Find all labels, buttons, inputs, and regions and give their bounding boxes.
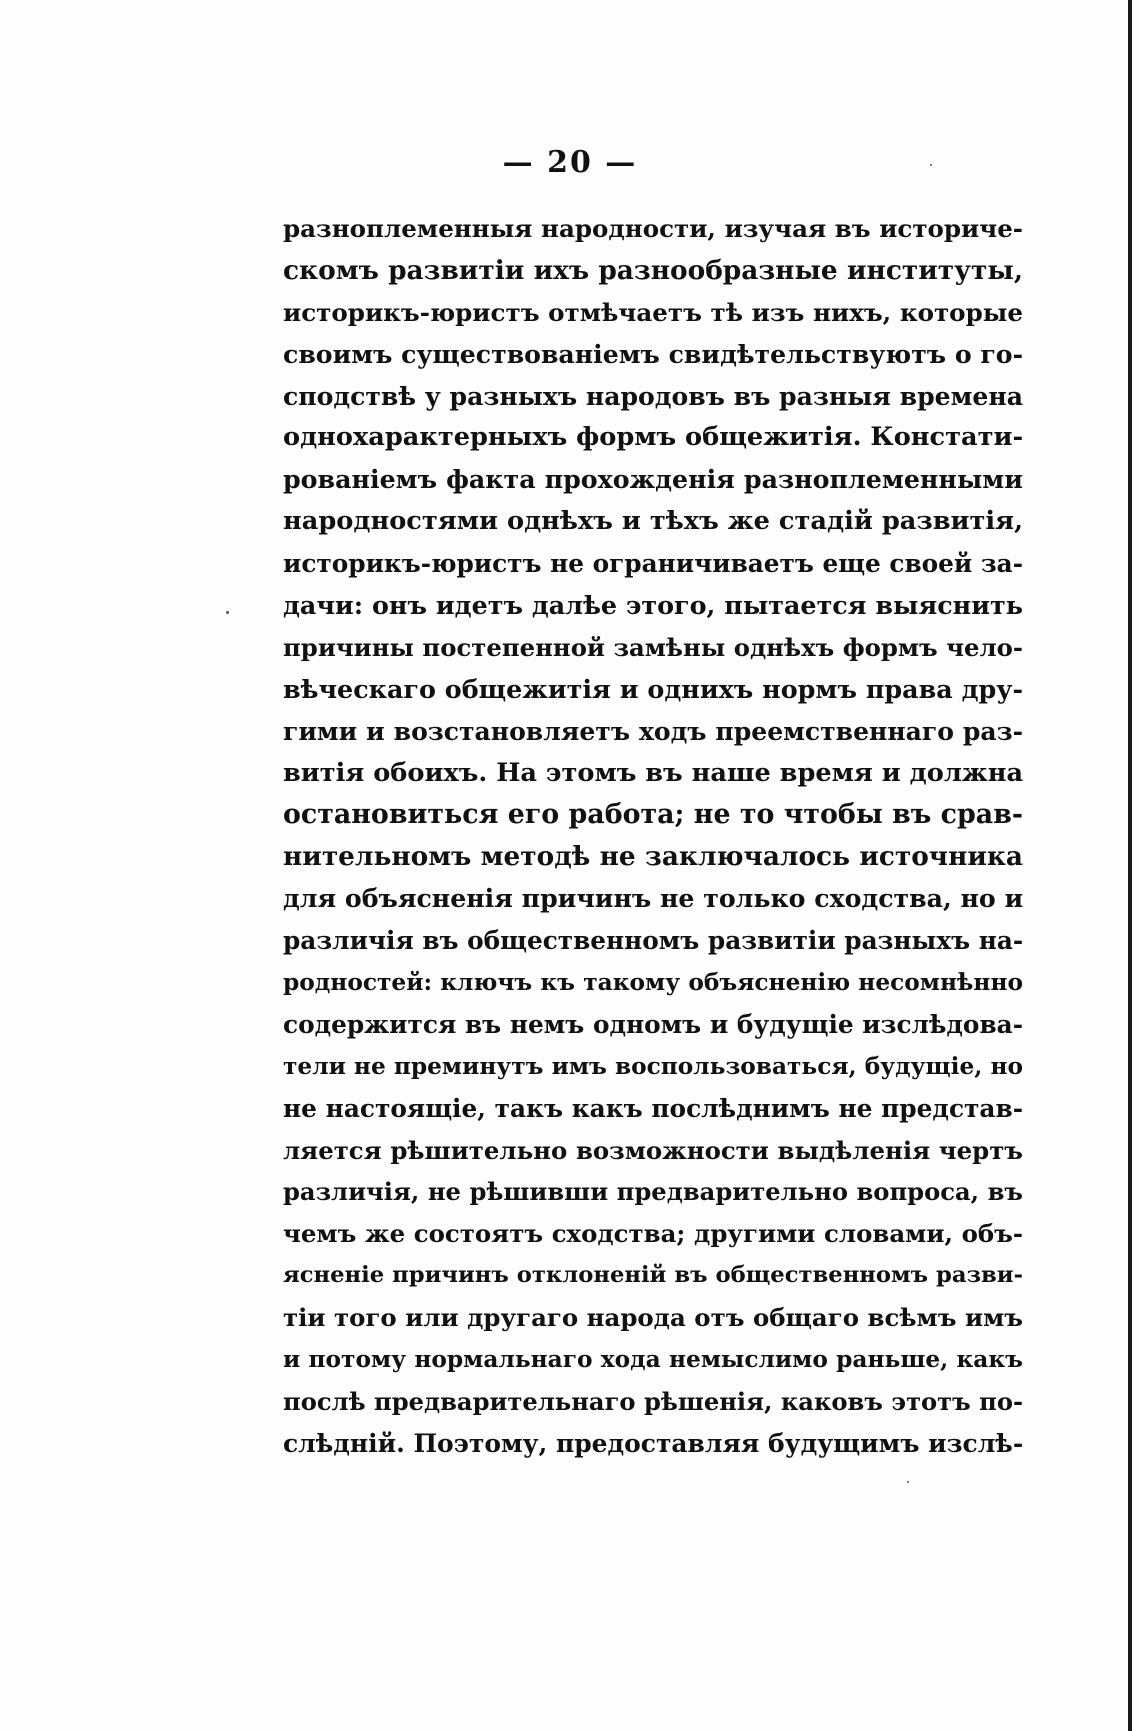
text-line: ясненіе причинъ отклоненій въ общественномъ разви- <box>283 1262 1023 1289</box>
text-line: своимъ существованіемъ свидѣтельствуютъ о го- <box>283 338 1023 369</box>
text-line: сподствѣ у разныхъ народовъ въ разныя времена <box>283 380 1023 411</box>
text-line: скомъ развитіи ихъ разнообразные институты, <box>283 254 1023 286</box>
text-line: причины постепенной замѣны однѣхъ формъ чело- <box>283 632 1023 662</box>
text-line: тели не преминутъ имъ воспользоваться, будущіе, но <box>283 1052 1023 1080</box>
scan-speck <box>930 164 932 166</box>
text-line: нительномъ методѣ не заключалось источника <box>283 841 1023 873</box>
text-line: народностями однѣхъ и тѣхъ же стадій развитія, <box>283 506 1023 537</box>
text-line: разноплеменныя народности, изучая въ историче- <box>283 214 1023 243</box>
text-line: историкъ-юристъ не ограничиваетъ еще своей за- <box>283 549 1023 579</box>
text-line: родностей: ключъ къ такому объясненію несомнѣнно <box>283 969 1023 997</box>
scan-speck <box>907 1481 909 1483</box>
scan-speck <box>226 611 229 614</box>
text-line: послѣ предварительнаго рѣшенія, каковъ этотъ по- <box>283 1386 1023 1416</box>
text-line: для объясненія причинъ не только сходства, но и <box>283 883 1023 914</box>
body-text <box>283 208 1023 1465</box>
text-line: дачи: онъ идетъ далѣе этого, пытается выяснить <box>283 590 1023 621</box>
text-line: ляется рѣшительно возможности выдѣленія чертъ <box>283 1135 1023 1165</box>
text-line: содержится въ немъ одномъ и будущіе изслѣдова- <box>283 1009 1023 1039</box>
page-edge-border <box>1128 0 1132 1731</box>
text-line: различія въ общественномъ развитіи разныхъ на- <box>283 926 1023 956</box>
text-line: гими и возстановляетъ ходъ преемственнаго раз- <box>283 715 1023 746</box>
text-line: не настоящіе, такъ какъ послѣднимъ не представ- <box>283 1093 1023 1123</box>
text-line: историкъ-юристъ отмѣчаетъ тѣ изъ нихъ, которые <box>283 297 1023 327</box>
page-number: — 20 — <box>502 145 638 180</box>
text-line: однохарактерныхъ формъ общежитія. Констати- <box>283 422 1023 453</box>
text-line: вѣческаго общежитія и однихъ нормъ права дру- <box>283 673 1023 704</box>
text-line: слѣдній. Поэтому, предоставляя будущимъ изслѣ- <box>283 1428 1023 1458</box>
text-line: и потому нормальнаго хода немыслимо раньше, какъ <box>283 1346 1023 1374</box>
text-line: чемъ же состоятъ сходства; другими словами, объ- <box>283 1219 1023 1249</box>
text-line: рованіемъ факта прохожденія разноплеменными <box>283 464 1023 495</box>
text-line: тіи того или другаго народа отъ общаго всѣмъ имъ <box>283 1303 1023 1333</box>
text-line: различія, не рѣшивши предварительно вопроса, въ <box>283 1177 1023 1207</box>
text-line: остановиться его работа; не то чтобы въ срав- <box>283 799 1023 831</box>
text-line: витія обоихъ. На этомъ въ наше время и должна <box>283 757 1023 788</box>
